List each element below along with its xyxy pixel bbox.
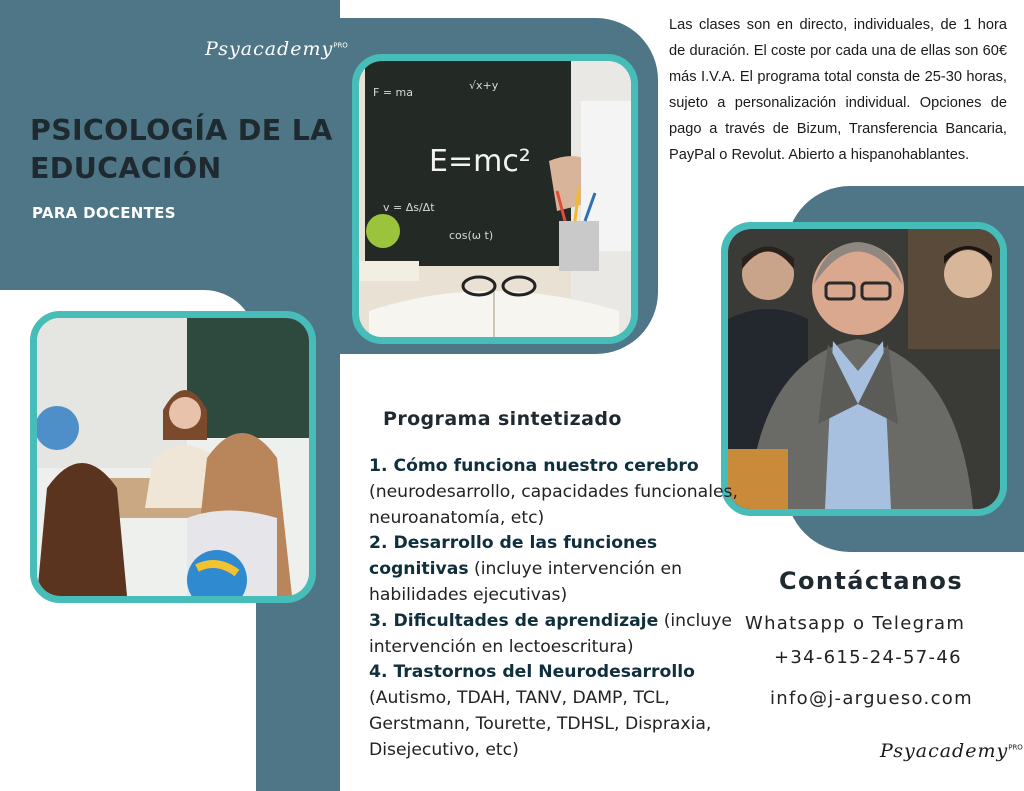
brand-logo-text: Psyacademy <box>205 38 334 60</box>
intro-paragraph: Las clases son en directo, individuales, de 1 hora de duración. El coste por cada una de ellas son 60€ más I.V.A. El programa total consta de 25-30 horas, sujeto a personalización individual. Opciones de pago a través de Bizum, Transferencia Bancaria, PayPal o Revolut. Abierto a hispanohablantes. <box>669 17 1007 163</box>
program-item-detail: (Autismo, TDAH, TANV, DAMP, TCL, Gerstmann, Tourette, TDHSL, Dispraxia, Disejecutivo, etc) <box>369 688 712 760</box>
program-heading: Programa sintetizado <box>383 408 622 430</box>
brand-logo-bottom <box>880 740 1023 762</box>
program-item-title: 4. Trastornos del Neurodesarrollo <box>369 662 695 683</box>
chalk-formula-2: √x+y <box>469 79 499 92</box>
contact-heading: Contáctanos <box>779 567 964 595</box>
program-item-2 <box>369 531 739 608</box>
contact-phone[interactable]: +34-615-24-57-46 <box>774 647 962 668</box>
program-list <box>369 454 739 764</box>
brand-logo-sup: PRO <box>333 41 348 50</box>
program-item-title: 2. Desarrollo de las funciones cognitivas <box>369 533 658 580</box>
program-item-1 <box>369 454 739 531</box>
brand-logo-sup: PRO <box>1008 743 1023 752</box>
chalkboard-illustration <box>359 61 631 337</box>
program-item-detail: (neurodesarrollo, capacidades funcionales, neuroanatomía, etc) <box>369 481 738 528</box>
photo-classroom <box>30 311 316 603</box>
photo-teacher <box>721 222 1007 516</box>
brand-logo-text: Psyacademy <box>880 740 1009 762</box>
chalk-formula-3: v = Δs/Δt <box>383 201 435 214</box>
photo-chalkboard <box>352 54 638 344</box>
contact-channels: Whatsapp o Telegram <box>745 613 966 634</box>
program-item-3 <box>369 609 739 661</box>
program-item-detail: (incluye intervención en habilidades ejecutivas) <box>369 559 683 605</box>
teacher-illustration <box>728 229 1000 509</box>
program-item-4 <box>369 660 739 763</box>
page-subtitle: PARA DOCENTES <box>32 204 176 222</box>
program-item-title: 3. Dificultades de aprendizaje <box>369 610 659 631</box>
chalk-formula-main: E=mc² <box>429 144 531 179</box>
page-title: PSICOLOGÍA DE LA EDUCACIÓN <box>30 114 333 185</box>
classroom-illustration <box>37 318 309 596</box>
contact-email[interactable]: info@j-argueso.com <box>770 688 973 709</box>
brand-logo-top <box>205 38 348 60</box>
program-item-title: 1. Cómo funciona nuestro cerebro <box>369 456 699 476</box>
program-item-detail: (incluye intervención en lectoescritura) <box>369 610 732 657</box>
chalk-formula-1: F = ma <box>373 86 413 99</box>
chalk-formula-4: cos(ω t) <box>449 229 494 242</box>
